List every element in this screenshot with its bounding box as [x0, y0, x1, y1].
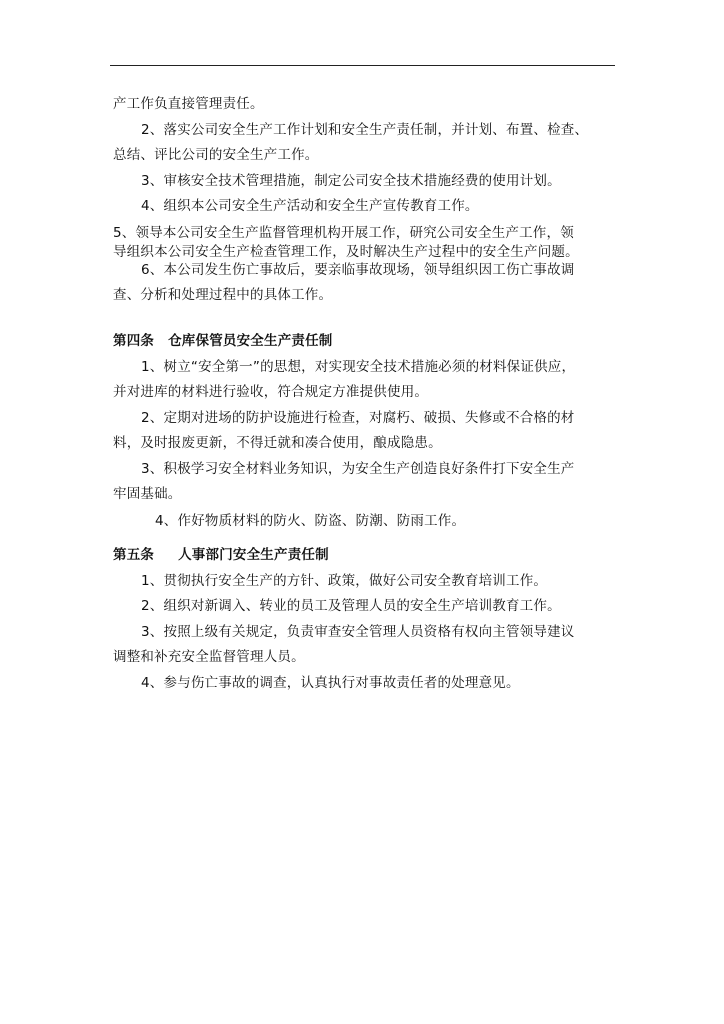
- intro-line: 5、领导本公司安全生产监督管理机构开展工作，研究公司安全生产工作，领: [113, 225, 574, 241]
- section-4-line: 4、作好物质材料的防火、防盗、防潮、防雨工作。: [155, 513, 466, 529]
- section-5-line: 4、参与伤亡事故的调查，认真执行对事故责任者的处理意见。: [141, 675, 520, 691]
- intro-line: 导组织本公司安全生产检查管理工作，及时解决生产过程中的安全生产问题。: [113, 244, 579, 260]
- section-4-line: 并对进库的材料进行验收，符合规定方准提供使用。: [113, 384, 429, 400]
- section-5-line: 3、按照上级有关规定，负责审查安全管理人员资格有权向主管领导建议: [141, 624, 575, 640]
- section-4-line: 3、积极学习安全材料业务知识，为安全生产创造良好条件打下安全生产: [141, 461, 575, 477]
- section-5-line: 1、贯彻执行安全生产的方针、政策，做好公司安全教育培训工作。: [141, 573, 548, 589]
- intro-line: 2、落实公司安全生产工作计划和安全生产责任制，并计划、布置、检查、: [141, 122, 589, 138]
- intro-line: 查、分析和处理过程中的具体工作。: [113, 287, 333, 303]
- section-5-line: 调整和补充安全监督管理人员。: [113, 649, 305, 665]
- section-5-number: 第五条: [113, 547, 155, 563]
- section-4-title: 仓库保管员安全生产责任制: [168, 333, 333, 349]
- header-rule: [110, 65, 615, 66]
- intro-line: 产工作负直接管理责任。: [113, 96, 264, 112]
- section-4-line: 1、树立“安全第一”的思想，对实现安全技术措施必须的材料保证供应，: [141, 359, 576, 375]
- section-4-heading: [113, 332, 333, 350]
- intro-line: 总结、评比公司的安全生产工作。: [113, 147, 319, 163]
- section-5-heading: [113, 546, 329, 564]
- section-5-title: 人事部门安全生产责任制: [178, 547, 329, 563]
- intro-line: 3、审核安全技术管理措施，制定公司安全技术措施经费的使用计划。: [141, 173, 561, 189]
- section-4-line: 牢固基础。: [113, 486, 182, 502]
- section-4-line: 料，及时报废更新，不得迁就和凑合使用，酿成隐患。: [113, 435, 442, 451]
- intro-line: 6、本公司发生伤亡事故后，要亲临事故现场，领导组织因工伤亡事故调: [141, 262, 575, 278]
- section-4-number: 第四条: [113, 333, 155, 349]
- intro-line: 4、组织本公司安全生产活动和安全生产宣传教育工作。: [141, 198, 479, 214]
- section-5-line: 2、组织对新调入、转业的员工及管理人员的安全生产培训教育工作。: [141, 598, 561, 614]
- section-4-line: 2、定期对进场的防护设施进行检查，对腐朽、破损、失修或不合格的材: [141, 410, 575, 426]
